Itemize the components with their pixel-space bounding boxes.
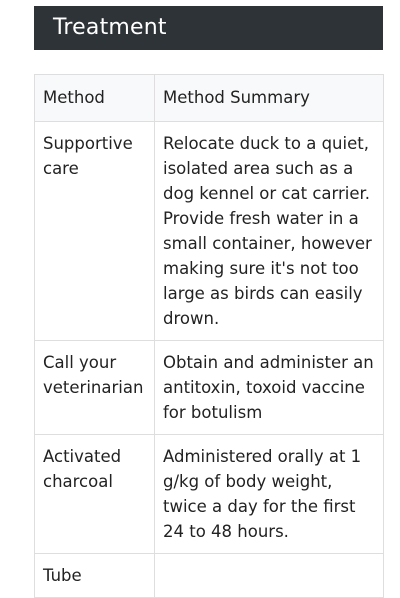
method-cell: Tube (35, 554, 155, 598)
column-header-method-summary: Method Summary (155, 75, 384, 122)
summary-cell: Obtain and administer an antitoxin, toxoid vaccine for botulism (155, 341, 384, 435)
section-title: Treatment (53, 15, 167, 40)
method-cell: Supportive care (35, 122, 155, 341)
table-header-row (35, 75, 384, 122)
treatment-table (34, 74, 384, 598)
method-cell: Activated charcoal (35, 435, 155, 554)
table-row (35, 122, 384, 341)
method-cell: Call your veterinarian (35, 341, 155, 435)
table-row (35, 554, 384, 598)
summary-cell: Relocate duck to a quiet, isolated area such as a dog kennel or cat carrier. Provide fresh water in a small container, however making sure it's not too large as birds can easily drown. (155, 122, 384, 341)
table-row (35, 435, 384, 554)
table-row (35, 341, 384, 435)
summary-cell: Administered orally at 1 g/kg of body weight, twice a day for the first 24 to 48 hours. (155, 435, 384, 554)
section-header (34, 6, 383, 50)
column-header-method: Method (35, 75, 155, 122)
summary-cell (155, 554, 384, 598)
